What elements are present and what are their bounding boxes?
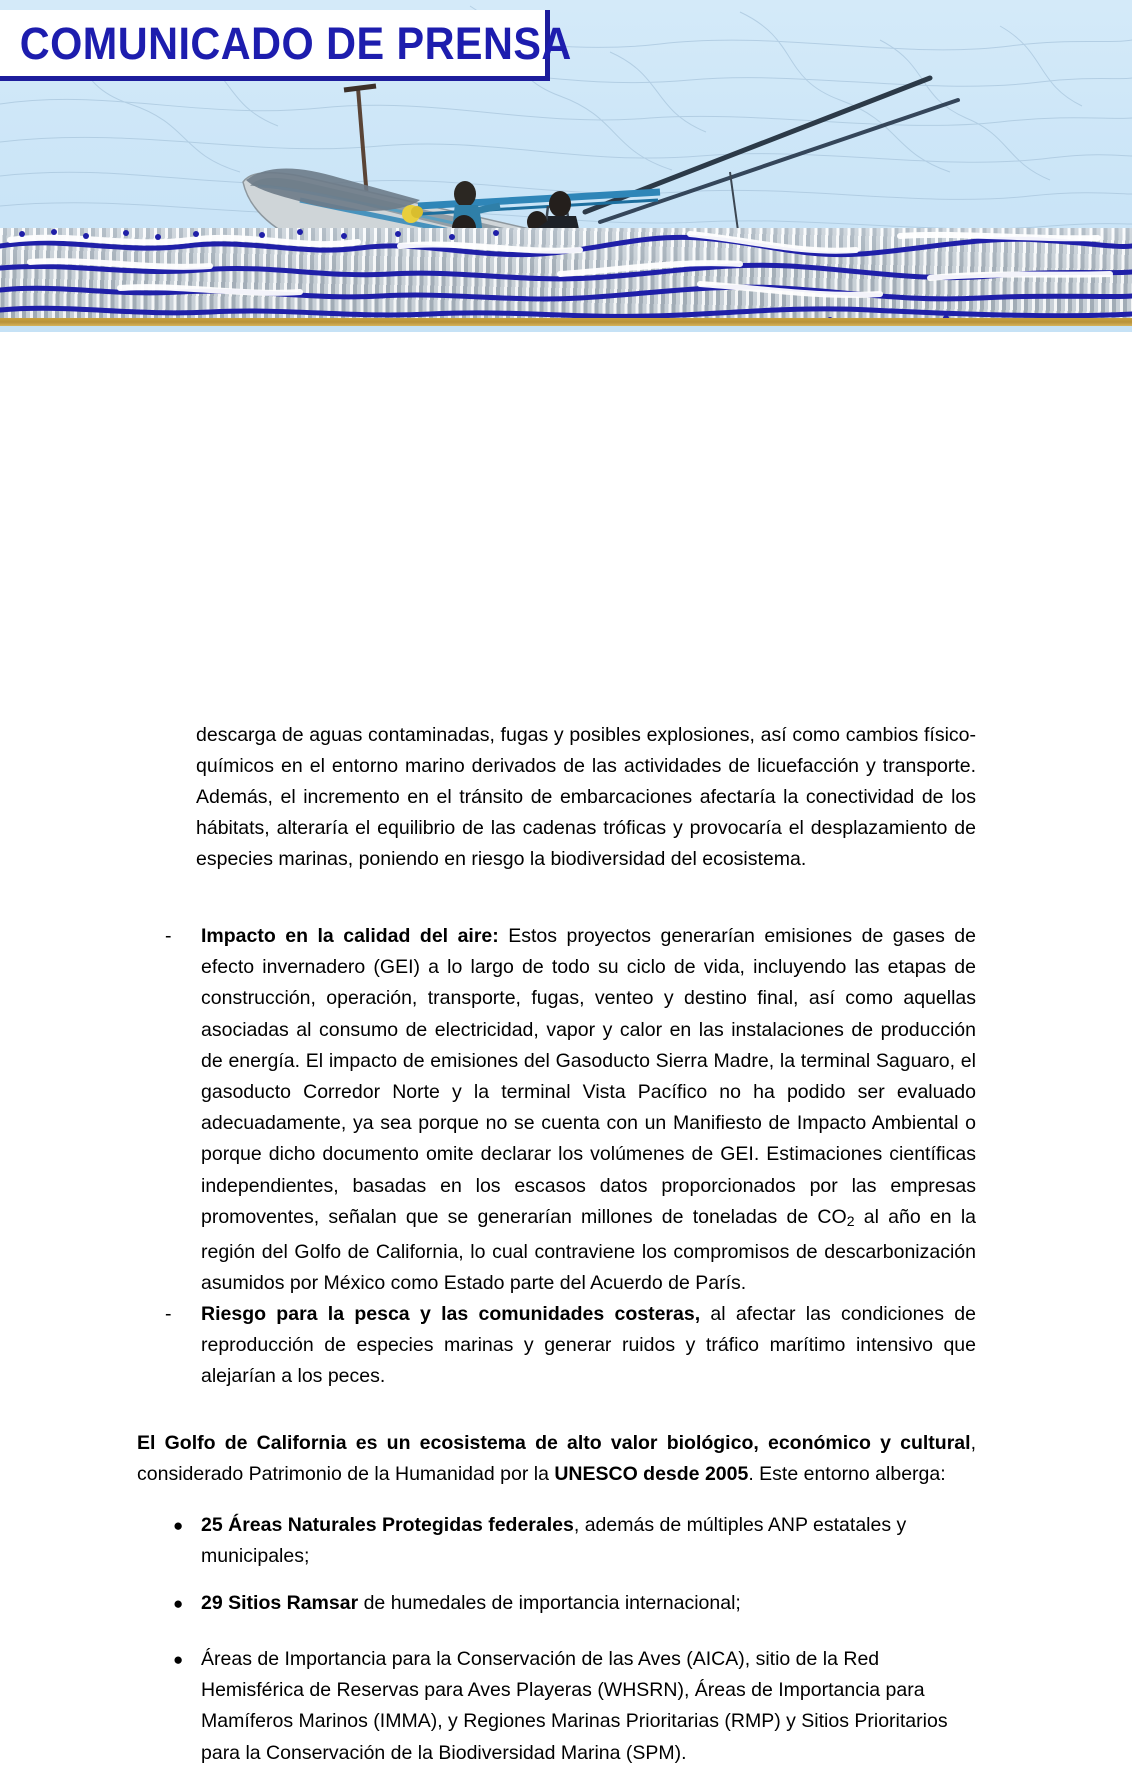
list-item-ramsar-sites-text xyxy=(201,1588,976,1619)
dot-bullet-marker: ● xyxy=(173,1650,184,1669)
press-release-banner xyxy=(0,0,1132,332)
dash-bullet-marker: - xyxy=(165,1303,172,1325)
list-item-fishing-risk-body: al afectar las condiciones de reproducción de especies marinas y generar ruidos y tráfico marítimo intensivo que alejarían a los peces. xyxy=(201,1303,977,1388)
list-item-fishing-risk xyxy=(164,1299,976,1393)
press-release-title-plate xyxy=(0,10,572,81)
list-item-protected-areas-text xyxy=(201,1510,976,1572)
dash-bullet-marker: - xyxy=(165,925,172,947)
list-item-air-quality xyxy=(164,921,976,1300)
list-item-fishing-risk-text xyxy=(201,1299,976,1393)
dot-bullet-marker: ● xyxy=(173,1516,184,1535)
lead-paragraph: descarga de aguas contaminadas, fugas y posibles explosiones, así como cambios físico-químicos en el entorno marino derivados de las actividades de licuefacción y transporte. Además, el incremento en el tránsito de embarcaciones afectaría la conectividad de los hábitats, alteraría el equilibrio de las cadenas tróficas y provocaría el desplazamiento de especies marinas, poniendo en riesgo la biodiversidad del ecosistema. xyxy=(196,723,976,871)
list-item-air-quality-text xyxy=(201,921,976,1300)
list-item-ramsar-sites xyxy=(170,1588,976,1619)
list-item-air-quality-lead: Impacto en la calidad del aire: xyxy=(201,925,499,947)
list-item-air-quality-body-2: al año en la región del Golfo de California, lo cual contraviene los compromisos de descarbonización asumidos por México como Estado parte del Acuerdo de París. xyxy=(201,1205,976,1295)
co2-subscript: 2 xyxy=(846,1212,855,1229)
list-item-air-quality-body-1: Estos proyectos generarían emisiones de gases de efecto invernadero (GEI) a lo largo de todo su ciclo de vida, incluyendo las etapas de construcción, operación, transporte, fugas, venteo y destino final, así como aquellas asociadas al consumo de electricidad, vapor y calor en las instalaciones de producción de energía. El impacto de emisiones del Gasoducto Sierra Madre, la terminal Saguaro, el gasoducto Corredor Norte y la terminal Vista Pacífico no ha podido ser evaluado adecuadamente, ya sea porque no se cuenta con un Manifiesto de Impacto Ambiental o porque dicho documento omite declarar los volúmenes de GEI. Estimaciones científicas independientes, basadas en los escasos datos proporcionados por las empresas promoventes, señalan que se generarían millones de toneladas de CO xyxy=(201,925,976,1228)
dot-bullet-marker: ● xyxy=(173,1594,184,1613)
list-item-protected-areas-bold: 25 Áreas Naturales Protegidas federales xyxy=(201,1514,574,1536)
list-item-bird-conservation-areas xyxy=(170,1644,976,1769)
list-item-ramsar-sites-rest: de humedales de importancia internacional; xyxy=(358,1592,741,1614)
gulf-paragraph-bold-lead: El Golfo de California es un ecosistema de alto valor biológico, económico y cultural xyxy=(137,1431,971,1454)
sea-waves-graphic xyxy=(0,228,1132,326)
list-item-fishing-risk-lead: Riesgo para la pesca y las comunidades costeras, xyxy=(201,1303,701,1325)
gulf-paragraph-text-2: . Este entorno alberga: xyxy=(748,1462,946,1485)
gulf-paragraph-text-1: , considerado Patrimonio de la Humanidad por la xyxy=(137,1431,976,1485)
page-title: COMUNICADO DE PRENSA xyxy=(19,17,572,69)
gulf-of-california-paragraph xyxy=(137,1428,976,1490)
list-item-ramsar-sites-bold: 29 Sitios Ramsar xyxy=(201,1592,359,1614)
list-item-protected-areas xyxy=(170,1510,976,1572)
unesco-bold: UNESCO desde 2005 xyxy=(554,1462,749,1485)
list-item-bird-conservation-areas-text: Áreas de Importancia para la Conservación de las Aves (AICA), sitio de la Red Hemisférica de Reservas para Aves Playeras (WHSRN), Áreas de Importancia para Mamíferos Marinos (IMMA), y Regiones Marinas Prioritarias (RMP) y Sitios Prioritarios para la Conservación de la Biodiversidad Marina (SPM). xyxy=(201,1648,948,1764)
gold-bottom-strip xyxy=(0,318,1132,326)
list-item-protected-areas-rest: , además de múltiples ANP estatales y municipales; xyxy=(201,1514,907,1568)
